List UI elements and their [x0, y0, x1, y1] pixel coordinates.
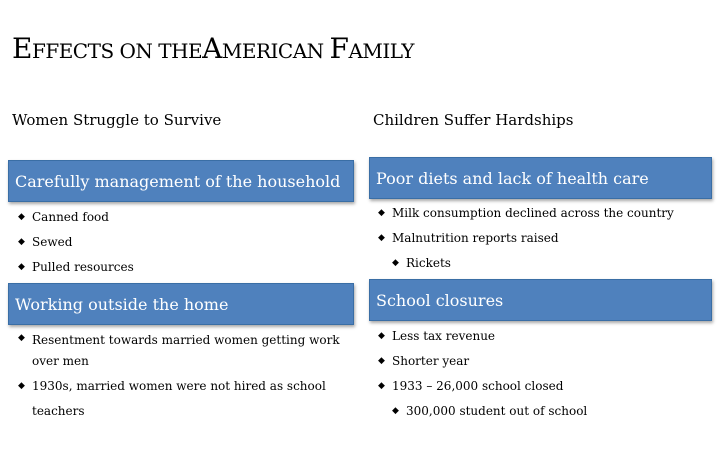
- list-item-text: Shorter year: [392, 354, 470, 368]
- right-box-health-label: Poor diets and lack of health care: [376, 168, 649, 188]
- right-box-health: [369, 157, 712, 199]
- list-item-text: Canned food: [32, 210, 109, 224]
- list-item: [374, 251, 714, 276]
- left-box-household: [8, 160, 354, 202]
- diamond-bullet-icon: ◆: [18, 333, 25, 343]
- list-item: [14, 328, 349, 374]
- list-item-text: 1933 – 26,000 school closed: [392, 379, 564, 393]
- diamond-bullet-icon: ◆: [18, 237, 25, 247]
- right-box-schools: [369, 279, 712, 321]
- list-item: [374, 374, 714, 399]
- diamond-bullet-icon: ◆: [392, 258, 399, 268]
- diamond-bullet-icon: ◆: [378, 233, 385, 243]
- list-item: [14, 374, 349, 424]
- title-initial-a: A: [202, 32, 222, 65]
- list-item-text: Resentment towards married women getting work over men: [32, 333, 340, 368]
- list-item: [374, 349, 714, 374]
- diamond-bullet-icon: ◆: [378, 381, 385, 391]
- slide-title: [12, 33, 414, 67]
- left-box-household-label: Carefully management of the household: [15, 171, 341, 191]
- left-list-household: [14, 205, 344, 280]
- right-box-schools-label: School closures: [376, 290, 504, 310]
- title-part-amily: AMILY: [348, 39, 414, 63]
- left-box-working: [8, 283, 354, 325]
- right-column-heading: Children Suffer Hardships: [373, 111, 574, 129]
- list-item: [14, 255, 344, 280]
- title-part-merican: MERICAN: [221, 39, 330, 63]
- list-item: [374, 399, 714, 424]
- diamond-bullet-icon: ◆: [378, 208, 385, 218]
- list-item: [374, 324, 714, 349]
- list-item: [374, 201, 714, 226]
- list-item-text: Pulled resources: [32, 260, 134, 274]
- list-item-text: 300,000 student out of school: [406, 404, 588, 418]
- list-item-text: Sewed: [32, 235, 73, 249]
- diamond-bullet-icon: ◆: [18, 381, 25, 391]
- list-item: [14, 230, 344, 255]
- right-list-schools: [374, 324, 714, 424]
- left-box-working-label: Working outside the home: [15, 294, 229, 314]
- list-item-text: Rickets: [406, 256, 451, 270]
- list-item-text: Less tax revenue: [392, 329, 496, 343]
- diamond-bullet-icon: ◆: [18, 262, 25, 272]
- title-part-effects: FFECTS ON THE: [31, 39, 203, 63]
- left-list-working: [14, 328, 349, 424]
- list-item: [374, 226, 714, 251]
- diamond-bullet-icon: ◆: [378, 356, 385, 366]
- list-item-text: Malnutrition reports raised: [392, 231, 559, 245]
- title-initial-e: E: [12, 32, 32, 65]
- list-item-text: Milk consumption declined across the country: [392, 206, 674, 220]
- left-column-heading: Women Struggle to Survive: [12, 111, 222, 129]
- diamond-bullet-icon: ◆: [378, 331, 385, 341]
- list-item-text: 1930s, married women were not hired as school teachers: [32, 379, 326, 418]
- list-item: [14, 205, 344, 230]
- right-list-health: [374, 201, 714, 276]
- diamond-bullet-icon: ◆: [18, 212, 25, 222]
- diamond-bullet-icon: ◆: [392, 406, 399, 416]
- title-initial-f: F: [329, 32, 349, 65]
